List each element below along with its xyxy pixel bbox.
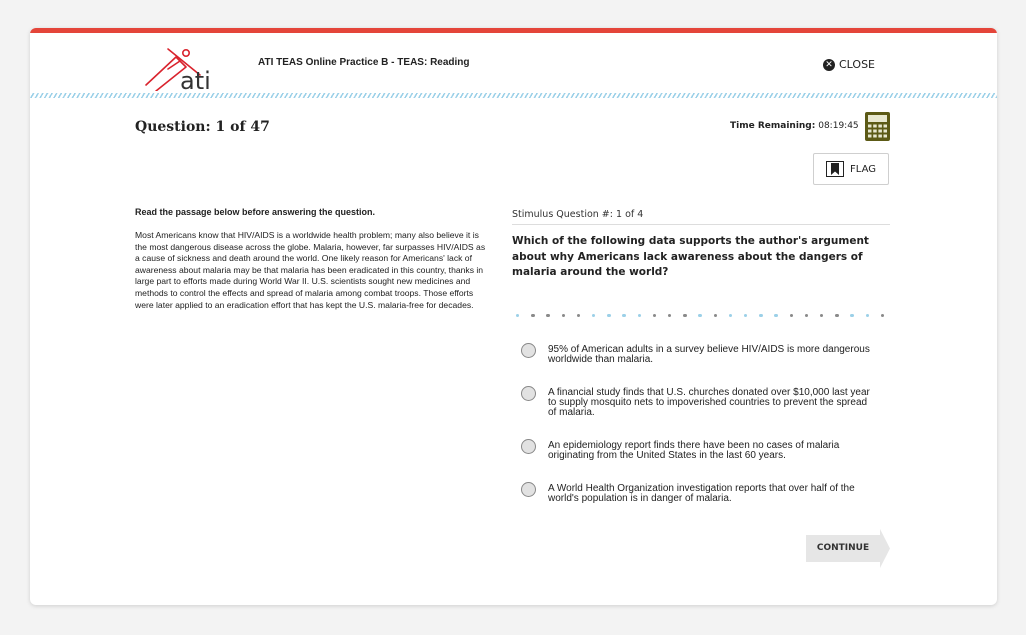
progress-dot [774, 314, 777, 317]
ati-logo-icon [142, 45, 222, 91]
progress-dot [866, 314, 869, 317]
close-circle-icon: ✕ [823, 59, 835, 71]
answer-option-text: A financial study finds that U.S. churches donated over $10,000 last year to supply mosquito nets to impoverished countries to prevent the spread of malaria. [548, 387, 870, 418]
progress-dot [668, 314, 671, 317]
progress-dot [698, 314, 701, 317]
close-label: CLOSE [839, 58, 876, 71]
progress-dot [759, 314, 762, 317]
progress-dot [805, 314, 808, 317]
progress-dot [562, 314, 565, 317]
answer-option-text: 95% of American adults in a survey believe HIV/AIDS is more dangerous worldwide than malaria. [548, 344, 870, 365]
progress-dot [850, 314, 853, 317]
answer-options [521, 341, 891, 510]
progress-dot [653, 314, 656, 317]
progress-dot [744, 314, 747, 317]
radio-button[interactable] [521, 343, 536, 358]
logo-text: ati [180, 67, 211, 91]
time-remaining [730, 121, 859, 131]
answer-option-4[interactable] [521, 480, 891, 510]
time-value: 08:19:45 [818, 121, 859, 131]
radio-button[interactable] [521, 386, 536, 401]
continue-label: CONTINUE [816, 543, 870, 553]
flag-icon [826, 161, 844, 177]
answer-option-text: A World Health Organization investigation reports that over half of the world's population is in danger of malaria. [548, 483, 855, 504]
stimulus-label: Stimulus Question #: [512, 209, 613, 220]
radio-button[interactable] [521, 439, 536, 454]
progress-dot [577, 314, 580, 317]
header [30, 33, 997, 95]
answer-option-1[interactable] [521, 341, 891, 384]
progress-dot [622, 314, 625, 317]
answer-option-text: An epidemiology report finds there have been no cases of malaria originating from the United States in the last 60 years. [548, 440, 840, 461]
question-counter: Question: 1 of 47 [135, 119, 270, 135]
progress-dot [820, 314, 823, 317]
continue-button[interactable] [806, 529, 890, 568]
flag-label: FLAG [850, 163, 876, 175]
stimulus-value: 1 of 4 [616, 209, 644, 220]
flag-button[interactable] [813, 153, 889, 185]
progress-dot [881, 314, 884, 317]
radio-button[interactable] [521, 482, 536, 497]
progress-dots [516, 314, 896, 320]
exam-title: ATI TEAS Online Practice B - TEAS: Reading [258, 57, 470, 68]
question-text: Which of the following data supports the author's argument about why Americans lack awareness about the dangers of malaria around the world? [512, 235, 869, 278]
close-button[interactable] [823, 58, 875, 71]
progress-dot [835, 314, 838, 317]
progress-dot [607, 314, 610, 317]
progress-dot [531, 314, 534, 317]
answer-option-3[interactable] [521, 437, 891, 480]
progress-dot [729, 314, 732, 317]
progress-dot [592, 314, 595, 317]
progress-dot [516, 314, 519, 317]
passage-text: Most Americans know that HIV/AIDS is a worldwide health problem; many also believe it is the most dangerous disease across the globe. Malaria, however, far surpasses HIV/AIDS as a cause of sickness and death around the world. One likely reason for Americans' lack of awareness about malaria may be that malaria has been eradicated in this country, thanks in large part to efforts made during World War II. U.S. scientists sought new medicines and methods to control the effects and spread of malaria among combat troops. Those efforts were later applied to an eradication effort that has kept the U.S. malaria-free for decades. [135, 230, 486, 310]
header-divider [30, 93, 997, 98]
time-label: Time Remaining: [730, 121, 816, 131]
progress-dot [683, 314, 686, 317]
progress-dot [714, 314, 717, 317]
passage-panel [135, 207, 491, 311]
passage-instruction: Read the passage below before answering the question. [135, 207, 376, 217]
calculator-icon[interactable] [865, 112, 890, 141]
progress-dot [638, 314, 641, 317]
progress-dot [790, 314, 793, 317]
answer-option-2[interactable] [521, 384, 891, 437]
stimulus-counter [512, 209, 890, 225]
exam-window [30, 28, 997, 605]
progress-dot [546, 314, 549, 317]
